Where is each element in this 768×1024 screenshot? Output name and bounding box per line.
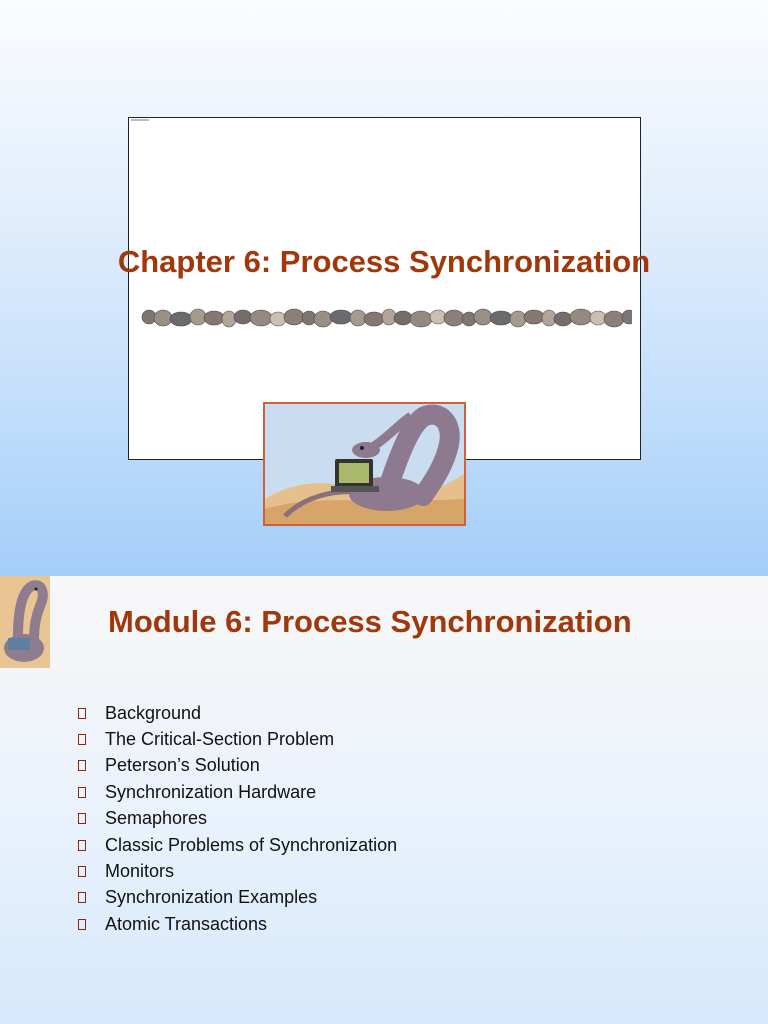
stone-shape [222,311,236,327]
bullet-icon [78,813,86,824]
bullet-icon [78,708,86,719]
list-item: Atomic Transactions [78,911,397,937]
stone-shape [604,311,624,327]
stone-shape [474,309,492,325]
list-item: Peterson’s Solution [78,753,397,779]
stone-shape [394,311,412,325]
topic-list [78,700,397,938]
stones-divider-image [132,303,632,333]
stone-shape [462,312,476,326]
list-item: Background [78,700,397,726]
stone-shape [350,310,366,326]
stone-shape [154,310,172,326]
stone-shape [330,310,352,324]
stone-shape [284,309,304,325]
stone-shape [524,310,544,324]
corner-mark [131,119,149,121]
bullet-icon [78,892,86,903]
stone-shape [430,310,446,324]
list-item: Classic Problems of Synchronization [78,832,397,858]
bullet-icon [78,787,86,798]
bullet-icon [78,840,86,851]
list-item: Synchronization Hardware [78,779,397,805]
module-title: Module 6: Process Synchronization [108,604,632,639]
list-item: Synchronization Examples [78,885,397,911]
stone-shape [490,311,512,325]
dinosaur-laptop-image [263,402,466,526]
stone-shape [570,309,592,325]
bullet-icon [78,866,86,877]
bullet-icon [78,734,86,745]
stone-shape [234,310,252,324]
stone-shape [250,310,272,326]
stone-shape [410,311,432,327]
stone-shape [364,312,384,326]
chapter-title: Chapter 6: Process Synchronization [117,244,651,279]
bullet-icon [78,760,86,771]
stone-shape [204,311,224,325]
stone-shape [590,311,606,325]
stone-shape [314,311,332,327]
corner-dinosaur-image [0,576,50,668]
stone-shape [554,312,572,326]
list-item: Semaphores [78,806,397,832]
stone-shape [444,310,464,326]
list-item: The Critical-Section Problem [78,726,397,752]
stone-shape [510,311,526,327]
module-slide [0,576,768,1024]
stone-shape [190,309,206,325]
stone-shape [270,312,286,326]
bullet-icon [78,919,86,930]
stone-shape [170,312,192,326]
list-item: Monitors [78,858,397,884]
